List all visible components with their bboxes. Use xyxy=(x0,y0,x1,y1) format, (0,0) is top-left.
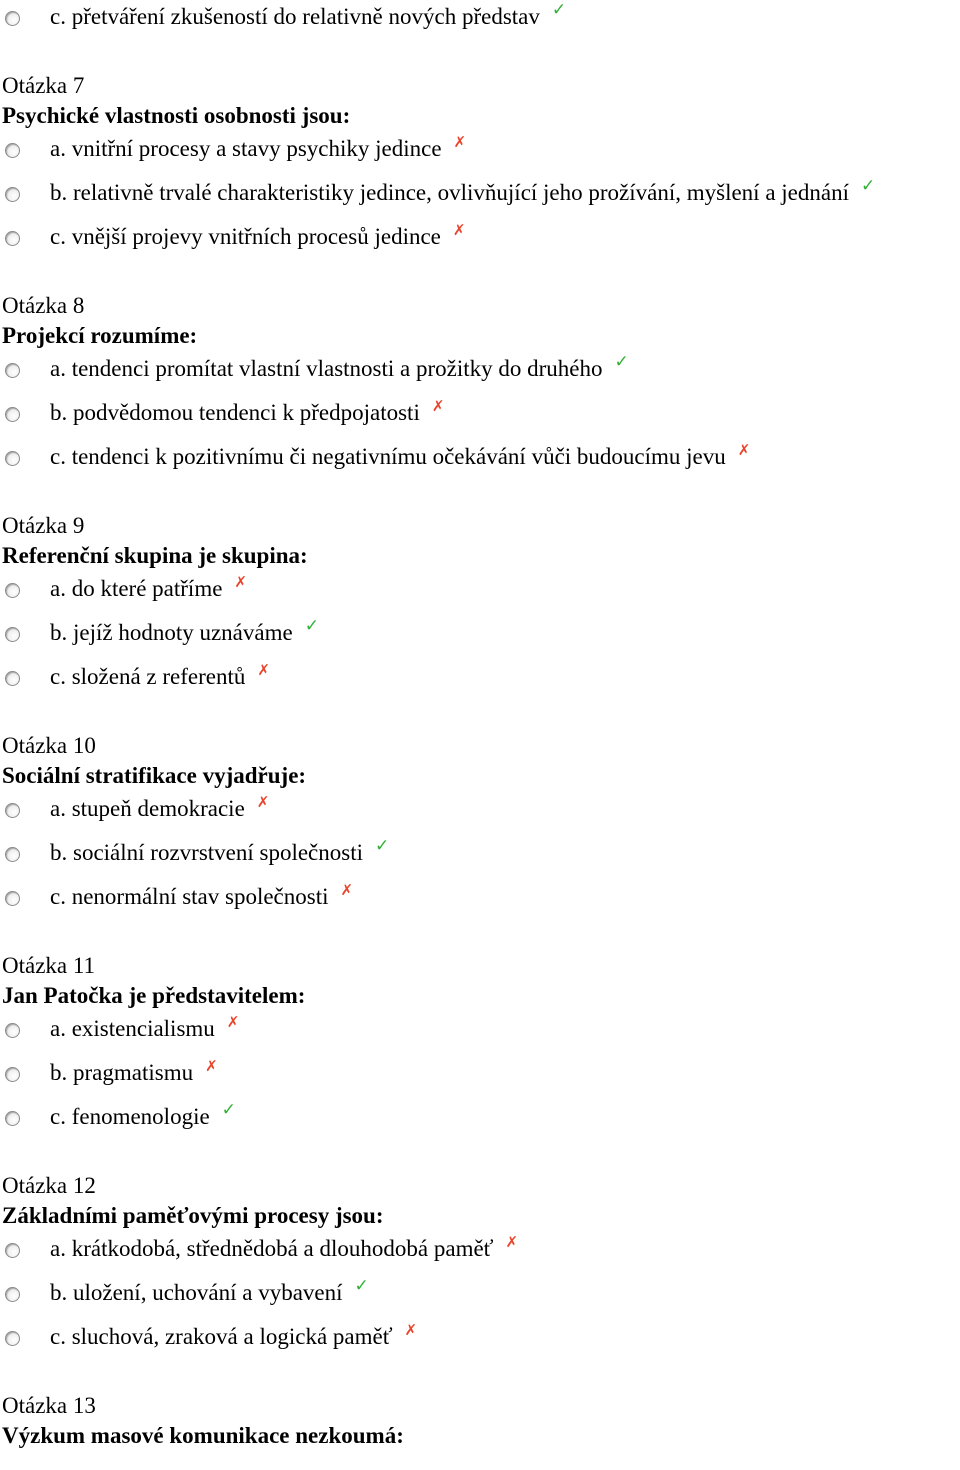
radio-button[interactable] xyxy=(5,891,20,906)
answer-label: b. sociální rozvrstvení společnosti xyxy=(50,840,363,865)
answer-label: a. do které patříme xyxy=(50,576,223,601)
answer-label: a. vnitřní procesy a stavy psychiky jedince xyxy=(50,136,442,161)
cross-icon: ✗ xyxy=(404,1321,418,1339)
answer-option xyxy=(0,133,960,181)
radio-button[interactable] xyxy=(5,803,20,818)
check-icon: ✓ xyxy=(860,176,876,196)
answer-label: b. relativně trvalé charakteristiky jedince, ovlivňující jeho prožívání, myšlení a jednání xyxy=(50,180,849,205)
cross-icon: ✗ xyxy=(234,573,247,591)
radio-button[interactable] xyxy=(5,627,20,642)
question-list xyxy=(0,71,960,1451)
radio-button[interactable] xyxy=(5,583,20,598)
question-number: Otázka 7 xyxy=(2,73,85,98)
radio-button[interactable] xyxy=(5,847,20,862)
answer-option xyxy=(0,397,960,445)
answer-label: b. pragmatismu xyxy=(50,1060,194,1085)
answer-option xyxy=(0,1233,960,1281)
answer-option xyxy=(0,661,960,709)
radio-button[interactable] xyxy=(5,231,20,246)
answer-label: c. fenomenologie xyxy=(50,1104,210,1129)
answer-label: c. přetváření zkušeností do relativně nových představ xyxy=(50,4,540,29)
question-number: Otázka 13 xyxy=(2,1393,96,1418)
question-text: Výzkum masové komunikace nezkoumá: xyxy=(2,1423,404,1448)
radio-button[interactable] xyxy=(5,1067,20,1082)
cross-icon: ✗ xyxy=(737,441,751,459)
answer-option xyxy=(0,1321,960,1369)
question-text: Referenční skupina je skupina: xyxy=(2,543,308,568)
answer-option xyxy=(0,0,960,49)
radio-button[interactable] xyxy=(5,143,20,158)
answer-option xyxy=(0,573,960,621)
cross-icon: ✗ xyxy=(452,221,466,239)
answer-option xyxy=(0,1057,960,1105)
answer-option xyxy=(0,836,960,885)
answer-option xyxy=(0,1013,960,1061)
answer-label: c. nenormální stav společnosti xyxy=(50,884,329,909)
question-block xyxy=(0,511,960,709)
question-number: Otázka 12 xyxy=(2,1173,96,1198)
question-block xyxy=(0,1391,960,1451)
question-block xyxy=(0,951,960,1149)
answer-label: b. jejíž hodnoty uznáváme xyxy=(50,620,293,645)
answer-option xyxy=(0,793,960,841)
question-number: Otázka 8 xyxy=(2,293,85,318)
question-number: Otázka 11 xyxy=(2,953,96,978)
question-block xyxy=(0,731,960,929)
question-text: Projekcí rozumíme: xyxy=(2,323,198,348)
answer-option xyxy=(0,441,960,489)
radio-button[interactable] xyxy=(5,1287,20,1302)
radio-button[interactable] xyxy=(5,671,20,686)
radio-button[interactable] xyxy=(5,1243,20,1258)
radio-button[interactable] xyxy=(5,187,20,202)
check-icon: ✓ xyxy=(551,0,567,20)
radio-button[interactable] xyxy=(5,11,20,26)
question-block xyxy=(0,71,960,269)
cross-icon: ✗ xyxy=(256,793,270,811)
radio-button[interactable] xyxy=(5,1023,20,1038)
cross-icon: ✗ xyxy=(505,1233,519,1251)
question-text: Jan Patočka je představitelem: xyxy=(2,983,306,1008)
check-icon: ✓ xyxy=(354,1276,369,1296)
cross-icon: ✗ xyxy=(340,881,354,899)
question-block xyxy=(0,291,960,489)
question-number: Otázka 10 xyxy=(2,733,96,758)
answer-label: a. tendenci promítat vlastní vlastnosti a prožitky do druhého xyxy=(50,356,603,381)
answer-option xyxy=(0,881,960,929)
cross-icon: ✗ xyxy=(453,133,467,151)
answer-option xyxy=(0,1276,960,1325)
answer-label: a. existencialismu xyxy=(50,1016,215,1041)
answer-option xyxy=(0,352,960,401)
radio-button[interactable] xyxy=(5,1111,20,1126)
check-icon: ✓ xyxy=(614,352,629,372)
cross-icon: ✗ xyxy=(257,661,270,679)
answer-option xyxy=(0,221,960,269)
check-icon: ✓ xyxy=(375,836,390,856)
answer-label: b. podvědomou tendenci k předpojatosti xyxy=(50,400,420,425)
cross-icon: ✗ xyxy=(205,1057,218,1075)
cross-icon: ✗ xyxy=(431,397,445,415)
cross-icon: ✗ xyxy=(226,1013,240,1031)
answer-option xyxy=(0,176,960,225)
answer-label: a. stupeň demokracie xyxy=(50,796,245,821)
answer-label: c. sluchová, zraková a logická paměť xyxy=(50,1324,393,1349)
radio-button[interactable] xyxy=(5,363,20,378)
question-number: Otázka 9 xyxy=(2,513,85,538)
radio-button[interactable] xyxy=(5,1331,20,1346)
question-text: Základními paměťovými procesy jsou: xyxy=(2,1203,384,1228)
answer-label: c. tendenci k pozitivnímu či negativnímu očekávání vůči budoucímu jevu xyxy=(50,444,726,469)
check-icon: ✓ xyxy=(221,1100,236,1120)
question-text: Psychické vlastnosti osobnosti jsou: xyxy=(2,103,351,128)
radio-button[interactable] xyxy=(5,407,20,422)
answer-option xyxy=(0,1100,960,1149)
answer-label: b. uložení, uchování a vybavení xyxy=(50,1280,343,1305)
radio-button[interactable] xyxy=(5,451,20,466)
answer-label: a. krátkodobá, střednědobá a dlouhodobá paměť xyxy=(50,1236,494,1261)
answer-label: c. vnější projevy vnitřních procesů jedince xyxy=(50,224,441,249)
answer-label: c. složená z referentů xyxy=(50,664,246,689)
check-icon: ✓ xyxy=(304,616,319,636)
question-block xyxy=(0,1171,960,1369)
answer-option xyxy=(0,616,960,665)
question-text: Sociální stratifikace vyjadřuje: xyxy=(2,763,307,788)
